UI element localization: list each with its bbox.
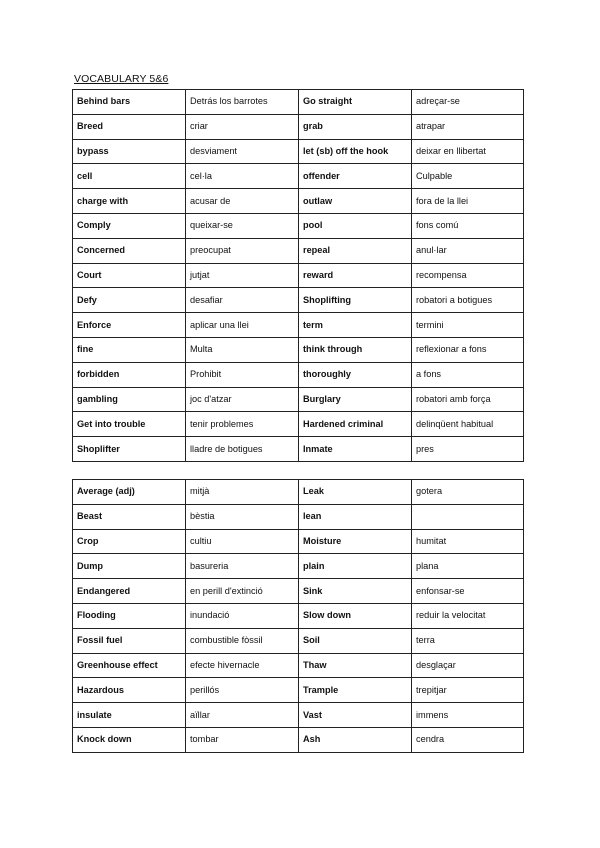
vocabulary-table-crime <box>72 89 524 462</box>
translation-cell: inundació <box>186 603 299 628</box>
vocabulary-table-body <box>73 90 524 462</box>
translation-cell: aïllar <box>186 703 299 728</box>
table-row <box>73 213 524 238</box>
translation-cell: Prohibit <box>186 362 299 387</box>
english-term-cell: Slow down <box>299 603 412 628</box>
translation-cell <box>412 504 524 529</box>
english-term-cell: Go straight <box>299 90 412 115</box>
english-term-cell: Knock down <box>73 727 186 752</box>
translation-cell: queixar-se <box>186 213 299 238</box>
table-row <box>73 579 524 604</box>
english-term-cell: Shoplifting <box>299 288 412 313</box>
english-term-cell: Concerned <box>73 238 186 263</box>
translation-cell: terra <box>412 628 524 653</box>
translation-cell: acusar de <box>186 189 299 214</box>
english-term-cell: Shoplifter <box>73 437 186 462</box>
translation-cell: delinqüent habitual <box>412 412 524 437</box>
english-term-cell: Court <box>73 263 186 288</box>
english-term-cell: Defy <box>73 288 186 313</box>
english-term-cell: Average (adj) <box>73 480 186 505</box>
english-term-cell: bypass <box>73 139 186 164</box>
english-term-cell: Greenhouse effect <box>73 653 186 678</box>
english-term-cell: Hardened criminal <box>299 412 412 437</box>
translation-cell: criar <box>186 114 299 139</box>
english-term-cell: Hazardous <box>73 678 186 703</box>
english-term-cell: Inmate <box>299 437 412 462</box>
table-row <box>73 554 524 579</box>
translation-cell: fora de la llei <box>412 189 524 214</box>
translation-cell: termini <box>412 313 524 338</box>
english-term-cell: Ash <box>299 727 412 752</box>
table-row <box>73 313 524 338</box>
translation-cell: immens <box>412 703 524 728</box>
table-row <box>73 504 524 529</box>
english-term-cell: insulate <box>73 703 186 728</box>
english-term-cell: Thaw <box>299 653 412 678</box>
translation-cell: tombar <box>186 727 299 752</box>
translation-cell: aplicar una llei <box>186 313 299 338</box>
english-term-cell: Endangered <box>73 579 186 604</box>
translation-cell: gotera <box>412 480 524 505</box>
table-row <box>73 337 524 362</box>
translation-cell: adreçar-se <box>412 90 524 115</box>
table-row <box>73 628 524 653</box>
english-term-cell: Vast <box>299 703 412 728</box>
table-row <box>73 480 524 505</box>
vocabulary-table-environment <box>72 479 524 753</box>
table-row <box>73 238 524 263</box>
translation-cell: plana <box>412 554 524 579</box>
translation-cell: perillós <box>186 678 299 703</box>
translation-cell: a fons <box>412 362 524 387</box>
english-term-cell: Comply <box>73 213 186 238</box>
translation-cell: mitjà <box>186 480 299 505</box>
table-row <box>73 263 524 288</box>
table-row <box>73 437 524 462</box>
table-row <box>73 387 524 412</box>
translation-cell: joc d'atzar <box>186 387 299 412</box>
english-term-cell: Crop <box>73 529 186 554</box>
table-row <box>73 678 524 703</box>
translation-cell: Detrás los barrotes <box>186 90 299 115</box>
english-term-cell: thoroughly <box>299 362 412 387</box>
translation-cell: bèstia <box>186 504 299 529</box>
english-term-cell: let (sb) off the hook <box>299 139 412 164</box>
english-term-cell: Sink <box>299 579 412 604</box>
translation-cell: robatori a botigues <box>412 288 524 313</box>
translation-cell: combustible fòssil <box>186 628 299 653</box>
translation-cell: desglaçar <box>412 653 524 678</box>
english-term-cell: grab <box>299 114 412 139</box>
english-term-cell: outlaw <box>299 189 412 214</box>
translation-cell: pres <box>412 437 524 462</box>
translation-cell: enfonsar-se <box>412 579 524 604</box>
translation-cell: desafiar <box>186 288 299 313</box>
translation-cell: Culpable <box>412 164 524 189</box>
document-title: VOCABULARY 5&6 <box>74 73 169 85</box>
english-term-cell: Fossil fuel <box>73 628 186 653</box>
english-term-cell: Leak <box>299 480 412 505</box>
translation-cell: en perill d'extinció <box>186 579 299 604</box>
translation-cell: reflexionar a fons <box>412 337 524 362</box>
english-term-cell: pool <box>299 213 412 238</box>
english-term-cell: Breed <box>73 114 186 139</box>
translation-cell: jutjat <box>186 263 299 288</box>
translation-cell: efecte hivernacle <box>186 653 299 678</box>
translation-cell: tenir problemes <box>186 412 299 437</box>
translation-cell: lladre de botigues <box>186 437 299 462</box>
english-term-cell: charge with <box>73 189 186 214</box>
translation-cell: recompensa <box>412 263 524 288</box>
translation-cell: deixar en llibertat <box>412 139 524 164</box>
table-row <box>73 703 524 728</box>
table-row <box>73 603 524 628</box>
translation-cell: cel·la <box>186 164 299 189</box>
table-row <box>73 189 524 214</box>
translation-cell: preocupat <box>186 238 299 263</box>
translation-cell: reduir la velocitat <box>412 603 524 628</box>
english-term-cell: Moisture <box>299 529 412 554</box>
table-row <box>73 139 524 164</box>
translation-cell: Multa <box>186 337 299 362</box>
english-term-cell: gambling <box>73 387 186 412</box>
table-row <box>73 288 524 313</box>
english-term-cell: offender <box>299 164 412 189</box>
english-term-cell: Soil <box>299 628 412 653</box>
translation-cell: cendra <box>412 727 524 752</box>
table-row <box>73 114 524 139</box>
table-row <box>73 90 524 115</box>
english-term-cell: fine <box>73 337 186 362</box>
english-term-cell: cell <box>73 164 186 189</box>
table-row <box>73 362 524 387</box>
english-term-cell: Get into trouble <box>73 412 186 437</box>
vocabulary-table-body <box>73 480 524 753</box>
english-term-cell: lean <box>299 504 412 529</box>
translation-cell: cultiu <box>186 529 299 554</box>
translation-cell: fons comú <box>412 213 524 238</box>
translation-cell: basureria <box>186 554 299 579</box>
translation-cell: desviament <box>186 139 299 164</box>
english-term-cell: plain <box>299 554 412 579</box>
english-term-cell: Behind bars <box>73 90 186 115</box>
translation-cell: humitat <box>412 529 524 554</box>
table-row <box>73 653 524 678</box>
translation-cell: robatori amb força <box>412 387 524 412</box>
english-term-cell: Enforce <box>73 313 186 338</box>
english-term-cell: Burglary <box>299 387 412 412</box>
english-term-cell: Flooding <box>73 603 186 628</box>
translation-cell: trepitjar <box>412 678 524 703</box>
table-row <box>73 727 524 752</box>
english-term-cell: reward <box>299 263 412 288</box>
english-term-cell: Dump <box>73 554 186 579</box>
english-term-cell: think through <box>299 337 412 362</box>
table-row <box>73 412 524 437</box>
table-row <box>73 529 524 554</box>
english-term-cell: Trample <box>299 678 412 703</box>
table-row <box>73 164 524 189</box>
english-term-cell: term <box>299 313 412 338</box>
translation-cell: atrapar <box>412 114 524 139</box>
english-term-cell: Beast <box>73 504 186 529</box>
translation-cell: anul·lar <box>412 238 524 263</box>
english-term-cell: forbidden <box>73 362 186 387</box>
english-term-cell: repeal <box>299 238 412 263</box>
